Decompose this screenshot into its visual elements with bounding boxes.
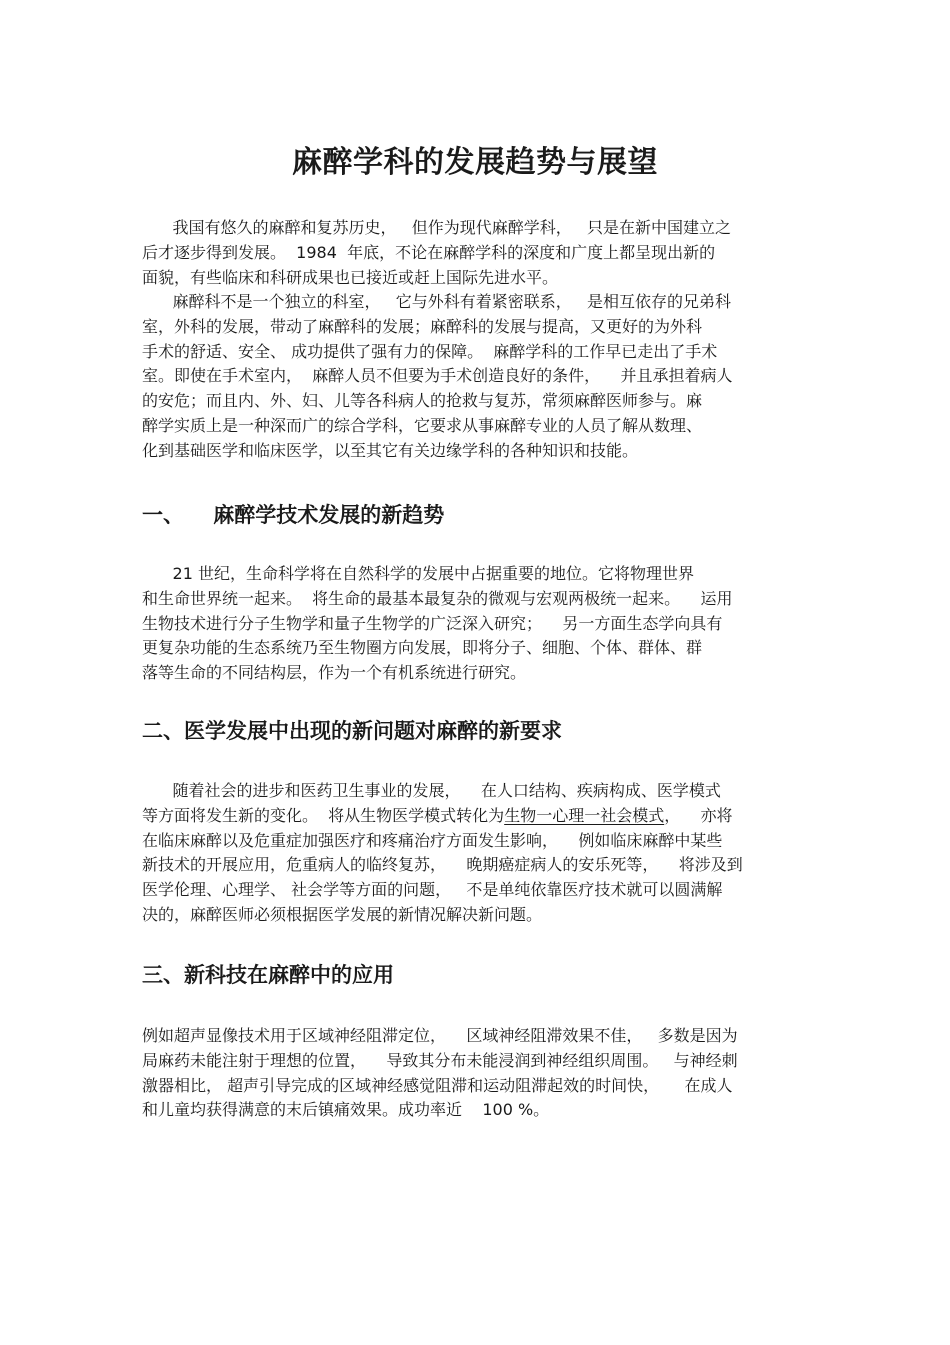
text-line: 更复杂功能的生态系统乃至生物圈方向发展，即将分子、细胞、个体、群体、群 [142,638,703,658]
section-2-heading: 二、医学发展中出现的新问题对麻醉的新要求 [142,719,562,743]
underlined-term: 生物一心理一社会模式 [504,805,665,825]
text-line: 随着社会的进步和医药卫生事业的发展， 在人口结构、疾病构成、医学模式 [142,781,721,800]
text-line: 面貌，有些临床和科研成果也已接近或赶上国际先进水平。 [142,267,559,287]
section-3-paragraph [142,1024,812,1123]
text-line: 和儿童均获得满意的末后镇痛效果。成功率近 100 %。 [142,1100,550,1120]
text-segment: 等方面将发生新的变化。 将从生物医学模式转化为 [142,805,505,825]
section-2-paragraph [142,779,812,928]
text-line: 室。即使在手术室内， 麻醉人员不但要为手术创造良好的条件， 并且承担着病人 [142,366,733,386]
document-title: 麻醉学科的发展趋势与展望 [292,145,658,181]
text-line: 和生命世界统一起来。 将生命的最基本最复杂的微观与宏观两极统一起来。 运用 [142,588,733,608]
text-line: 新技术的开展应用，危重病人的临终复苏， 晚期癌症病人的安乐死等， 将涉及到 [142,855,743,875]
text-line: 决的，麻醉医师必须根据医学发展的新情况解决新问题。 [142,904,543,924]
text-line: 例如超声显像技术用于区域神经阻滞定位， 区域神经阻滞效果不佳， 多数是因为 [142,1026,738,1045]
text-line: 醉学实质上是一种深而广的综合学科，它要求从事麻醉专业的人员了解从数理、 [142,415,703,435]
text-line: 21 世纪，生命科学将在自然科学的发展中占据重要的地位。它将物理世界 [142,564,694,583]
text-line: 手术的舒适、安全、 成功提供了强有力的保障。 麻醉学科的工作早已走出了手术 [142,341,718,361]
text-line [142,804,812,829]
text-line: 室，外科的发展，带动了麻醉科的发展；麻醉科的发展与提高，又更好的为外科 [142,316,703,336]
text-line: 生物技术进行分子生物学和量子生物学的广泛深入研究； 另一方面生态学向具有 [142,613,723,633]
text-line: 后才逐步得到发展。 1984 年底，不论在麻醉学科的深度和广度上都呈现出新的 [142,242,716,262]
intro-paragraph-1 [142,216,812,290]
text-line: 麻醉科不是一个独立的科室， 它与外科有着紧密联系， 是相互依存的兄弟科 [142,292,732,311]
text-line: 医学伦理、心理学、 社会学等方面的问题， 不是单纯依靠医疗技术就可以圆满解 [142,880,723,900]
section-3-heading: 三、新科技在麻醉中的应用 [142,963,394,987]
text-line: 的安危；而且内、外、妇、儿等各科病人的抢救与复苏，常须麻醉医师参与。麻 [142,391,703,411]
text-line: 落等生命的不同结构层，作为一个有机系统进行研究。 [142,663,527,683]
section-1-paragraph [142,562,812,686]
text-line: 在临床麻醉以及危重症加强医疗和疼痛治疗方面发生影响， 例如临床麻醉中某些 [142,830,723,850]
text-line: 局麻药未能注射于理想的位置， 导致其分布未能浸润到神经组织周围。 与神经刺 [142,1050,738,1070]
text-line: 我国有悠久的麻醉和复苏历史， 但作为现代麻醉学科， 只是在新中国建立之 [142,218,732,237]
text-line: 激器相比， 超声引导完成的区域神经感觉阻滞和运动阻滞起效的时间快， 在成人 [142,1075,733,1095]
text-line: 化到基础医学和临床医学，以至其它有关边缘学科的各种知识和技能。 [142,440,639,460]
intro-paragraph-2 [142,290,812,464]
text-segment: ， 亦将 [664,805,733,825]
section-1-heading: 一、 麻醉学技术发展的新趋势 [142,503,445,527]
